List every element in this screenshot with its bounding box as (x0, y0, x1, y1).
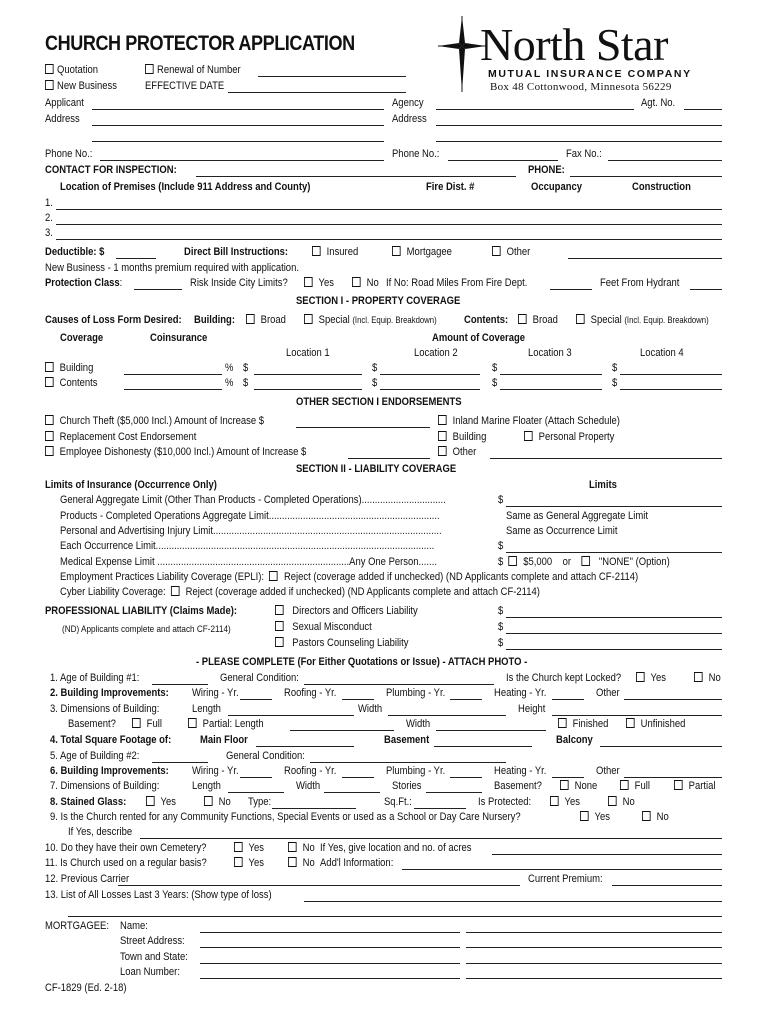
location-3-header: Location 3 (528, 347, 572, 359)
q11-info-label: Add'l Information: (320, 857, 394, 869)
contents-loc4-field[interactable] (620, 378, 722, 390)
q9-describe-field[interactable] (140, 827, 722, 839)
contact-label: CONTACT FOR INSPECTION: (45, 164, 177, 176)
q7-full-option[interactable]: Full (620, 780, 650, 793)
q7-partial-option[interactable]: Partial (674, 780, 715, 793)
q2-wiring-field[interactable] (240, 688, 272, 700)
q8-yes-option[interactable]: Yes (146, 796, 176, 809)
building-dollar-1: $ (243, 362, 249, 374)
mortgagee-name-field[interactable] (200, 921, 460, 933)
endorsement-other-field[interactable] (490, 447, 722, 459)
q3-finished-option[interactable]: Finished (558, 718, 608, 731)
directors-dollar: $ (498, 605, 504, 617)
q2-wiring-label: Wiring - Yr. (192, 687, 239, 699)
employee-dishonesty-option[interactable]: Employee Dishonesty ($10,000 Incl.) Amount of Increase $ (45, 446, 306, 459)
q6-heating-field[interactable] (552, 766, 584, 778)
q3-width-field[interactable] (388, 704, 506, 716)
causes-label: Causes of Loss Form Desired: (45, 314, 182, 326)
checkbox-icon[interactable] (275, 605, 284, 615)
checkbox-icon[interactable] (438, 446, 447, 456)
q2-plumbing-field[interactable] (450, 688, 482, 700)
checkbox-icon[interactable] (275, 621, 284, 631)
q9-no-option[interactable]: No (642, 811, 669, 824)
logo-company: MUTUAL INSURANCE COMPANY (488, 68, 692, 80)
protection-class-label: Protection Class: (45, 277, 123, 289)
directors-field[interactable] (506, 606, 722, 618)
q3-length-field[interactable] (228, 704, 354, 716)
premises-field-1[interactable] (56, 198, 722, 210)
q11-yes-option[interactable]: Yes (234, 857, 264, 870)
q10-location-field[interactable] (492, 843, 722, 855)
q13-label: 13. List of All Losses Last 3 Years: (Show type of loss) (45, 889, 272, 901)
q11-no-option[interactable]: No (288, 857, 315, 870)
q2-roofing-label: Roofing - Yr. (284, 687, 337, 699)
checkbox-icon[interactable] (582, 556, 591, 566)
q6-plumbing-field[interactable] (450, 766, 482, 778)
sexual-dollar: $ (498, 621, 504, 633)
checkbox-icon[interactable] (304, 314, 313, 324)
checkbox-icon[interactable] (550, 796, 559, 806)
checkbox-icon[interactable] (45, 431, 54, 441)
q1-label: 1. Age of Building #1: (50, 672, 140, 684)
agency-address-field-2[interactable] (436, 130, 722, 142)
q7-width-label: Width (296, 780, 321, 792)
checkbox-icon[interactable] (524, 431, 533, 441)
protection-class-field[interactable] (134, 278, 182, 290)
contact-phone-label: PHONE: (528, 164, 565, 176)
q2-other-field[interactable] (624, 688, 722, 700)
q5-age-field[interactable] (152, 751, 208, 763)
cyber-row[interactable]: Cyber Liability Coverage: Reject (coverage added if unchecked) (ND Applicants complete and attach CF-2114) (60, 586, 540, 598)
checkbox-icon[interactable] (560, 780, 569, 790)
mortgagee-loan-field-2[interactable] (466, 967, 722, 979)
coverage-header: Coverage (60, 332, 104, 344)
q4-main-floor-field[interactable] (256, 735, 354, 747)
checkbox-icon[interactable] (392, 246, 401, 256)
premises-row-2: 2. (45, 212, 53, 224)
limits-header: Limits (589, 479, 617, 491)
form-title: CHURCH PROTECTOR APPLICATION (45, 32, 355, 55)
q7-stories-label: Stories (392, 780, 422, 792)
section-2-heading: SECTION II - LIABILITY COVERAGE (296, 463, 457, 475)
q9-yes-option[interactable]: Yes (580, 811, 610, 824)
checkbox-icon[interactable] (518, 314, 527, 324)
mortgagee-town-label: Town and State: (120, 951, 188, 963)
q3-basement-label: Basement? (68, 718, 116, 730)
same-occurrence-note: Same as Occurrence Limit (506, 525, 618, 537)
building-row-option[interactable]: Building (45, 362, 93, 375)
location-1-header: Location 1 (286, 347, 330, 359)
agency-address-field[interactable] (436, 114, 722, 126)
fax-field[interactable] (608, 149, 722, 161)
building-dollar-3: $ (492, 362, 498, 374)
q1-locked-label: Is the Church kept Locked? (506, 672, 622, 684)
contents-dollar-3: $ (492, 377, 498, 389)
checkbox-icon[interactable] (438, 415, 447, 425)
q12-premium-field[interactable] (612, 874, 722, 886)
inland-marine-option[interactable]: Inland Marine Floater (Attach Schedule) (438, 415, 620, 428)
q3-height-field[interactable] (552, 704, 722, 716)
renewal-number-field[interactable] (258, 65, 406, 77)
fax-label: Fax No.: (566, 148, 602, 160)
insured-option[interactable]: Insured (312, 246, 358, 259)
checkbox-icon[interactable] (45, 446, 54, 456)
location-4-header: Location 4 (640, 347, 684, 359)
sexual-misconduct-option[interactable]: Sexual Misconduct (275, 621, 372, 634)
road-miles-field[interactable] (550, 278, 592, 290)
mortgagee-town-field[interactable] (200, 952, 460, 964)
q4-balcony-field[interactable] (600, 735, 722, 747)
feet-hydrant-field[interactable] (690, 278, 722, 290)
address-label: Address (45, 113, 80, 125)
q4-label: 4. Total Square Footage of: (50, 734, 172, 746)
contents-pct: % (225, 377, 234, 389)
endorsements-heading: OTHER SECTION I ENDORSEMENTS (296, 396, 462, 408)
checkbox-icon[interactable] (288, 842, 297, 852)
q2-heating-label: Heating - Yr. (494, 687, 547, 699)
location-header: Location of Premises (Include 911 Address and County) (60, 181, 311, 193)
logo-name: North Star (480, 19, 668, 70)
contents-dollar-4: $ (612, 377, 618, 389)
building-loc3-field[interactable] (500, 363, 602, 375)
q2-other-label: Other (596, 687, 620, 699)
inland-building-option[interactable]: Building (438, 431, 486, 444)
q7-stories-field[interactable] (426, 781, 482, 793)
checkbox-icon[interactable] (626, 718, 635, 728)
q1-condition-label: General Condition: (220, 672, 299, 684)
logo-address: Box 48 Cottonwood, Minnesota 56229 (490, 81, 672, 93)
q6-plumbing-label: Plumbing - Yr. (386, 765, 446, 777)
each-occurrence-field[interactable] (506, 541, 722, 553)
contents-row-option[interactable]: Contents (45, 377, 98, 390)
building-causes-label: Building: (194, 314, 235, 326)
sexual-misconduct-field[interactable] (506, 622, 722, 634)
checkbox-icon[interactable] (132, 718, 141, 728)
agt-no-label: Agt. No. (641, 97, 676, 109)
q10-no-option[interactable]: No (288, 842, 315, 855)
q6-roofing-label: Roofing - Yr. (284, 765, 337, 777)
q8-protected-no[interactable]: No (608, 796, 635, 809)
agency-phone-label: Phone No.: (392, 148, 440, 160)
q4-basement-field[interactable] (434, 735, 532, 747)
checkbox-icon[interactable] (234, 842, 243, 852)
q13-losses-field-2[interactable] (68, 905, 722, 917)
occupancy-header: Occupancy (531, 181, 583, 193)
checkbox-icon[interactable] (45, 362, 54, 372)
q11-label: 11. Is Church used on a regular basis? (45, 857, 207, 869)
q8-sqft-label: Sq.Ft.: (384, 796, 412, 808)
mortgagee-name-field-2[interactable] (466, 921, 722, 933)
church-theft-option[interactable]: Church Theft ($5,000 Incl.) Amount of Increase $ (45, 415, 264, 428)
phone-label: Phone No.: (45, 148, 93, 160)
q6-wiring-field[interactable] (240, 766, 272, 778)
checkbox-icon[interactable] (642, 811, 651, 821)
mortgagee-label: MORTGAGEE: (45, 920, 109, 932)
contact-phone-field[interactable] (570, 165, 722, 177)
professional-liability-label: PROFESSIONAL LIABILITY (Claims Made): (45, 605, 238, 617)
q7-length-field[interactable] (228, 781, 284, 793)
deductible-label: Deductible: $ (45, 246, 105, 258)
contents-loc3-field[interactable] (500, 378, 602, 390)
mortgagee-loan-label: Loan Number: (120, 966, 180, 978)
checkbox-icon[interactable] (492, 246, 501, 256)
limits-insurance-label: Limits of Insurance (Occurrence Only) (45, 479, 217, 491)
location-2-header: Location 2 (414, 347, 458, 359)
applicant-field[interactable] (92, 98, 384, 110)
q2-heating-field[interactable] (552, 688, 584, 700)
q8-protected-label: Is Protected: (478, 796, 532, 808)
premises-row-3: 3. (45, 227, 53, 239)
employee-dishonesty-field[interactable] (348, 447, 430, 459)
premises-field-3[interactable] (56, 228, 722, 240)
general-aggregate-field[interactable] (506, 495, 722, 507)
personal-injury-label: Personal and Advertising Injury Limit....................................................................................... (60, 525, 442, 537)
q3-height-label: Height (518, 703, 546, 715)
building-loc4-field[interactable] (620, 363, 722, 375)
q4-basement-label: Basement (384, 734, 430, 746)
mortgagee-name-label: Name: (120, 920, 148, 932)
mortgagee-option[interactable]: Mortgagee (392, 246, 452, 259)
checkbox-icon[interactable] (234, 857, 243, 867)
section-1-heading: SECTION I - PROPERTY COVERAGE (296, 295, 461, 307)
effective-date-field[interactable] (228, 81, 406, 93)
directors-option[interactable]: Directors and Officers Liability (275, 605, 418, 618)
building-pct: % (225, 362, 234, 374)
q12-premium-label: Current Premium: (528, 873, 603, 885)
general-aggregate-dollar: $ (498, 494, 504, 506)
feet-hydrant-label: Feet From Hydrant (600, 277, 680, 289)
contents-dollar-2: $ (372, 377, 378, 389)
same-general-note: Same as General Aggregate Limit (506, 510, 648, 522)
contents-coinsurance-field[interactable] (124, 378, 222, 390)
q2-roofing-field[interactable] (342, 688, 374, 700)
checkbox-icon[interactable] (269, 571, 278, 581)
q3-width-label: Width (358, 703, 383, 715)
q6-label: 6. Building Improvements: (50, 765, 169, 777)
checkbox-icon[interactable] (636, 672, 645, 682)
checkbox-icon[interactable] (288, 857, 297, 867)
q1-no-option[interactable]: No (694, 672, 721, 685)
deductible-field[interactable] (116, 247, 156, 259)
contents-special-option[interactable]: Special (Incl. Equip. Breakdown) (576, 314, 709, 327)
checkbox-icon[interactable] (45, 80, 54, 90)
checkbox-icon[interactable] (509, 556, 518, 566)
phone-field[interactable] (100, 149, 384, 161)
q6-roofing-field[interactable] (342, 766, 374, 778)
q5-label: 5. Age of Building #2: (50, 750, 140, 762)
q7-label: 7. Dimensions of Building: (50, 780, 160, 792)
q10-label: 10. Do they have their own Cemetery? (45, 842, 207, 854)
q5-condition-label: General Condition: (226, 750, 305, 762)
q4-main-floor-label: Main Floor (200, 734, 248, 746)
building-dollar-2: $ (372, 362, 378, 374)
q3-partial-option[interactable]: Partial: Length (188, 718, 264, 731)
premises-row-1: 1. (45, 197, 53, 209)
nd-applicants-note: (ND) Applicants complete and attach CF-2114) (62, 624, 231, 635)
checkbox-icon[interactable] (580, 811, 589, 821)
effective-date-label: EFFECTIVE DATE (145, 80, 225, 92)
epli-row[interactable]: Employment Practices Liability Coverage (EPLI): Reject (coverage added if unchecked) (ND Applicants complete and attach CF-2114) (60, 571, 639, 583)
general-aggregate-label: General Aggregate Limit (Other Than Products - Completed Operations)................................ (60, 494, 446, 506)
checkbox-icon[interactable] (45, 377, 54, 387)
replacement-cost-option[interactable]: Replacement Cost Endorsement (45, 431, 196, 444)
q6-other-label: Other (596, 765, 620, 777)
mortgagee-street-field-2[interactable] (466, 936, 722, 948)
q3-partial-width-field[interactable] (436, 719, 546, 731)
pastors-dollar: $ (498, 637, 504, 649)
q3-label: 3. Dimensions of Building: (50, 703, 160, 715)
building-loc1-field[interactable] (254, 363, 362, 375)
building-broad-option[interactable]: Broad (246, 314, 286, 327)
checkbox-icon[interactable] (188, 718, 197, 728)
contents-loc1-field[interactable] (254, 378, 362, 390)
agency-label: Agency (392, 97, 424, 109)
q10-location-label: If Yes, give location and no. of acres (320, 842, 472, 854)
checkbox-icon[interactable] (558, 718, 567, 728)
address-field[interactable] (92, 114, 384, 126)
checkbox-icon[interactable] (275, 637, 284, 647)
mortgagee-street-label: Street Address: (120, 935, 185, 947)
q4-balcony-label: Balcony (556, 734, 593, 746)
q7-width-field[interactable] (324, 781, 380, 793)
q3-full-option[interactable]: Full (132, 718, 162, 731)
risk-yes-option[interactable]: Yes (304, 277, 334, 290)
amount-header: Amount of Coverage (432, 332, 526, 344)
construction-header: Construction (632, 181, 691, 193)
q9-label: 9. Is the Church rented for any Community Functions, Special Events or used as a School or Day Care Nursery? (50, 811, 521, 823)
direct-bill-label: Direct Bill Instructions: (184, 246, 289, 258)
risk-inside-label: Risk Inside City Limits? (190, 277, 288, 289)
q1-condition-field[interactable] (304, 673, 494, 685)
road-miles-label: If No: Road Miles From Fire Dept. (386, 277, 528, 289)
q3-length-label: Length (192, 703, 221, 715)
q13-losses-field[interactable] (304, 890, 722, 902)
q7-length-label: Length (192, 780, 221, 792)
checkbox-icon[interactable] (576, 314, 585, 324)
checkbox-icon[interactable] (438, 431, 447, 441)
q7-basement-label: Basement? (494, 780, 542, 792)
new-business-option[interactable]: New Business (45, 80, 117, 93)
contact-field[interactable] (196, 165, 516, 177)
contents-loc2-field[interactable] (380, 378, 480, 390)
q10-yes-option[interactable]: Yes (234, 842, 264, 855)
checkbox-icon[interactable] (620, 780, 629, 790)
q12-carrier-field[interactable] (118, 874, 520, 886)
q8-protected-yes[interactable]: Yes (550, 796, 580, 809)
church-theft-field[interactable] (296, 416, 430, 428)
q6-other-field[interactable] (624, 766, 722, 778)
mortgagee-street-field[interactable] (200, 936, 460, 948)
checkbox-icon[interactable] (204, 796, 213, 806)
q1-age-field[interactable] (152, 673, 208, 685)
q3-width2-label: Width (406, 718, 431, 730)
contents-broad-option[interactable]: Broad (518, 314, 558, 327)
q8-type-label: Type: (248, 796, 272, 808)
pastors-field[interactable] (506, 638, 722, 650)
renewal-option[interactable]: Renewal of Number (145, 64, 241, 77)
checkbox-icon[interactable] (304, 277, 313, 287)
checkbox-icon[interactable] (145, 64, 154, 74)
endorsement-other-option[interactable]: Other (438, 446, 476, 459)
products-label: Products - Completed Operations Aggregate Limit................................................................. (60, 510, 440, 522)
risk-no-option[interactable]: No (352, 277, 379, 290)
q5-condition-field[interactable] (310, 751, 506, 763)
q11-info-field[interactable] (402, 858, 722, 870)
other-option[interactable]: Other (492, 246, 530, 259)
medical-options[interactable]: $ $5,000 or "NONE" (Option) (498, 556, 670, 568)
medical-expense-label: Medical Expense Limit .........................................................................Any One Person....... (60, 556, 437, 568)
checkbox-icon[interactable] (608, 796, 617, 806)
q3-partial-length-field[interactable] (290, 719, 394, 731)
q6-wiring-label: Wiring - Yr. (192, 765, 239, 777)
checkbox-icon[interactable] (171, 586, 180, 596)
q2-label: 2. Building Improvements: (50, 687, 169, 699)
contents-causes-label: Contents: (464, 314, 509, 326)
q6-heating-label: Heating - Yr. (494, 765, 547, 777)
mortgagee-loan-field[interactable] (200, 967, 460, 979)
applicant-label: Applicant (45, 97, 84, 109)
q9-describe-label: If Yes, describe (68, 826, 133, 838)
contents-dollar-1: $ (243, 377, 249, 389)
mortgagee-town-field-2[interactable] (466, 952, 722, 964)
q8-label: 8. Stained Glass: (50, 796, 127, 808)
checkbox-icon[interactable] (45, 415, 54, 425)
checkbox-icon[interactable] (312, 246, 321, 256)
q3-unfinished-option[interactable]: Unfinished (626, 718, 685, 731)
checkbox-icon[interactable] (246, 314, 255, 324)
agt-no-field[interactable] (684, 98, 722, 110)
building-dollar-4: $ (612, 362, 618, 374)
each-occurrence-dollar: $ (498, 540, 504, 552)
building-special-option[interactable]: Special (Incl. Equip. Breakdown) (304, 314, 437, 327)
checkbox-icon[interactable] (45, 64, 54, 74)
q7-none-option[interactable]: None (560, 780, 597, 793)
q12-label: 12. Previous Carrier (45, 873, 130, 885)
agency-phone-field[interactable] (448, 149, 558, 161)
agency-address-label: Address (392, 113, 427, 125)
inland-personal-option[interactable]: Personal Property (524, 431, 614, 444)
building-coinsurance-field[interactable] (124, 363, 222, 375)
fire-dist-header: Fire Dist. # (426, 181, 475, 193)
checkbox-icon[interactable] (146, 796, 155, 806)
checkbox-icon[interactable] (694, 672, 703, 682)
each-occurrence-label: Each Occurrence Limit.......................................................................................................... (60, 540, 435, 552)
quotation-option[interactable]: Quotation (45, 64, 98, 77)
checkbox-icon[interactable] (674, 780, 683, 790)
checkbox-icon[interactable] (352, 277, 361, 287)
q8-no-option[interactable]: No (204, 796, 231, 809)
new-business-note: New Business - 1 months premium required with application. (45, 262, 299, 274)
other-bill-field[interactable] (568, 247, 722, 259)
q2-plumbing-label: Plumbing - Yr. (386, 687, 446, 699)
building-loc2-field[interactable] (380, 363, 480, 375)
agency-field[interactable] (436, 98, 634, 110)
q8-sqft-field[interactable] (414, 797, 466, 809)
questions-heading: - PLEASE COMPLETE (For Either Quotations or Issue) - ATTACH PHOTO - (196, 656, 528, 668)
coinsurance-header: Coinsurance (150, 332, 208, 344)
pastors-option[interactable]: Pastors Counseling Liability (275, 637, 409, 650)
q8-type-field[interactable] (272, 797, 356, 809)
address-field-2[interactable] (92, 130, 384, 142)
q1-yes-option[interactable]: Yes (636, 672, 666, 685)
form-number: CF-1829 (Ed. 2-18) (45, 982, 127, 994)
premises-field-2[interactable] (56, 213, 722, 225)
